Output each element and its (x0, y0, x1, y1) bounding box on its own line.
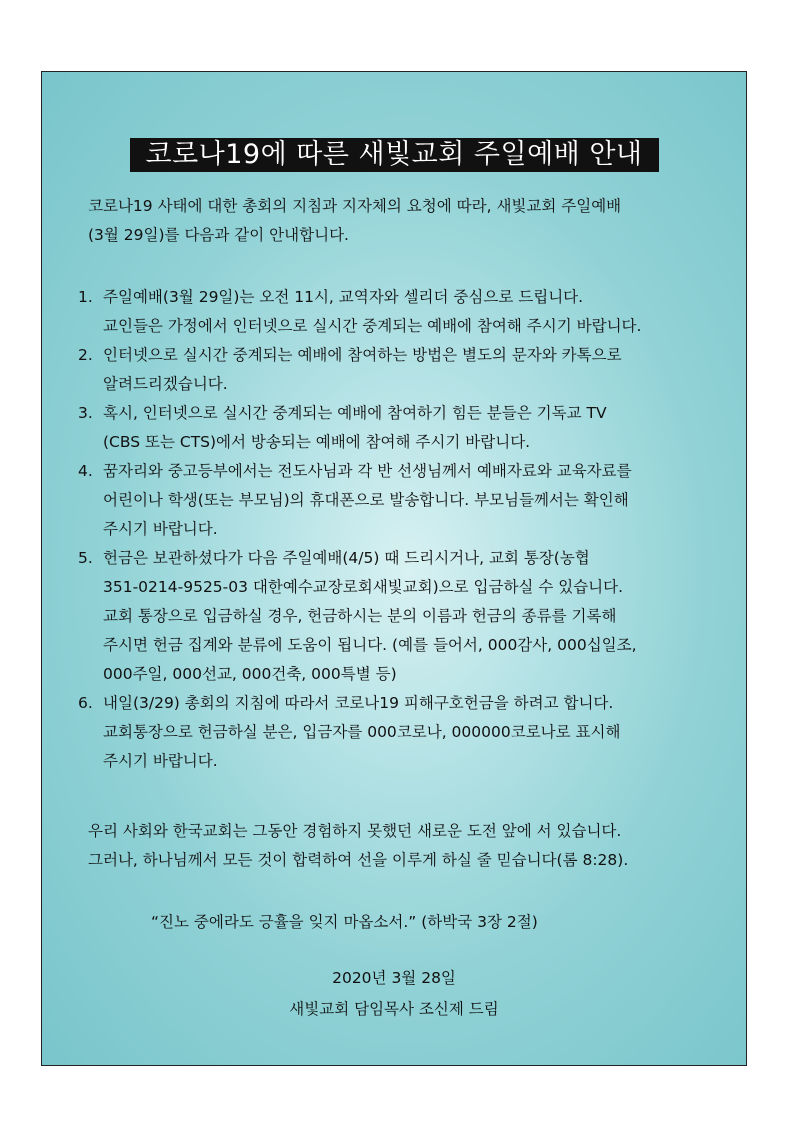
item-line: 000주일, 000선교, 000건축, 000특별 등) (103, 665, 397, 683)
intro-line-1: 코로나19 사태에 대한 총회의 지침과 지자체의 요청에 따라, 새빛교회 주일예배 (88, 197, 622, 215)
notice-box (41, 71, 747, 1066)
list-item-5 (78, 544, 744, 689)
item-number: 5. (78, 549, 93, 567)
list-item-1 (78, 283, 744, 341)
item-line: 주일예배(3월 29일)는 오전 11시, 교역자와 셀리더 중심으로 드립니다. (103, 288, 584, 306)
item-line: (CBS 또는 CTS)에서 방송되는 예배에 참여해 주시기 바랍니다. (103, 433, 531, 451)
item-line: 인터넷으로 실시간 중계되는 예배에 참여하는 방법은 별도의 문자와 카톡으로 (103, 346, 622, 364)
item-number: 6. (78, 694, 93, 712)
list-item-2 (78, 341, 744, 399)
item-line: 헌금은 보관하셨다가 다음 주일예배(4/5) 때 드리시거나, 교회 통장(농협 (103, 549, 590, 567)
item-number: 3. (78, 404, 93, 422)
pastor-signature: 새빛교회 담임목사 조신제 드림 (289, 1000, 499, 1018)
item-line: 알려드리겠습니다. (103, 375, 228, 393)
closing-line-2: 그러나, 하나님께서 모든 것이 합력하여 선을 이루게 하실 줄 믿습니다(롬 8:28). (88, 851, 629, 869)
closing-paragraph (88, 817, 738, 875)
notice-title: 코로나19에 따른 새빛교회 주일예배 안내 (130, 138, 659, 172)
title-wrap (42, 120, 746, 190)
item-line: 교회 통장으로 입금하실 경우, 헌금하시는 분의 이름과 헌금의 종류를 기록해 (103, 607, 617, 625)
intro-line-2: (3월 29일)를 다음과 같이 안내합니다. (88, 226, 349, 244)
item-line: 교인들은 가정에서 인터넷으로 실시간 중계되는 예배에 참여해 주시기 바랍니다. (103, 317, 642, 335)
list-item-3 (78, 399, 744, 457)
item-number: 1. (78, 288, 93, 306)
item-line: 내일(3/29) 총회의 지침에 따라서 코로나19 피해구호헌금을 하려고 합니다. (103, 694, 614, 712)
item-line: 351-0214-9525-03 대한예수교장로회새빛교회)으로 입금하실 수 있습니다. (103, 578, 624, 596)
intro-paragraph (88, 192, 728, 250)
list-item-4 (78, 457, 744, 544)
item-line: 주시면 헌금 집계와 분류에 도움이 됩니다. (예를 들어서, 000감사, 000십일조, (103, 636, 637, 654)
item-line: 혹시, 인터넷으로 실시간 중계되는 예배에 참여하기 힘든 분들은 기독교 TV (103, 404, 607, 422)
item-line: 주시기 바랍니다. (103, 520, 218, 538)
item-line: 꿈자리와 중고등부에서는 전도사님과 각 반 선생님께서 예배자료와 교육자료를 (103, 462, 632, 480)
item-number: 4. (78, 462, 93, 480)
scripture-verse: “진노 중에라도 긍휼을 잊지 마옵소서.” (하박국 3장 2절) (151, 913, 538, 931)
notice-items-list (78, 283, 744, 776)
notice-date: 2020년 3월 28일 (332, 969, 456, 987)
item-line: 주시기 바랍니다. (103, 752, 218, 770)
item-line: 교회통장으로 헌금하실 분은, 입금자를 000코로나, 000000코로나로 표시해 (103, 723, 621, 741)
list-item-6 (78, 689, 744, 776)
item-line: 어린이나 학생(또는 부모님)의 휴대폰으로 발송합니다. 부모님들께서는 확인해 (103, 491, 629, 509)
item-number: 2. (78, 346, 93, 364)
closing-line-1: 우리 사회와 한국교회는 그동안 경험하지 못했던 새로운 도전 앞에 서 있습니다. (88, 822, 622, 840)
